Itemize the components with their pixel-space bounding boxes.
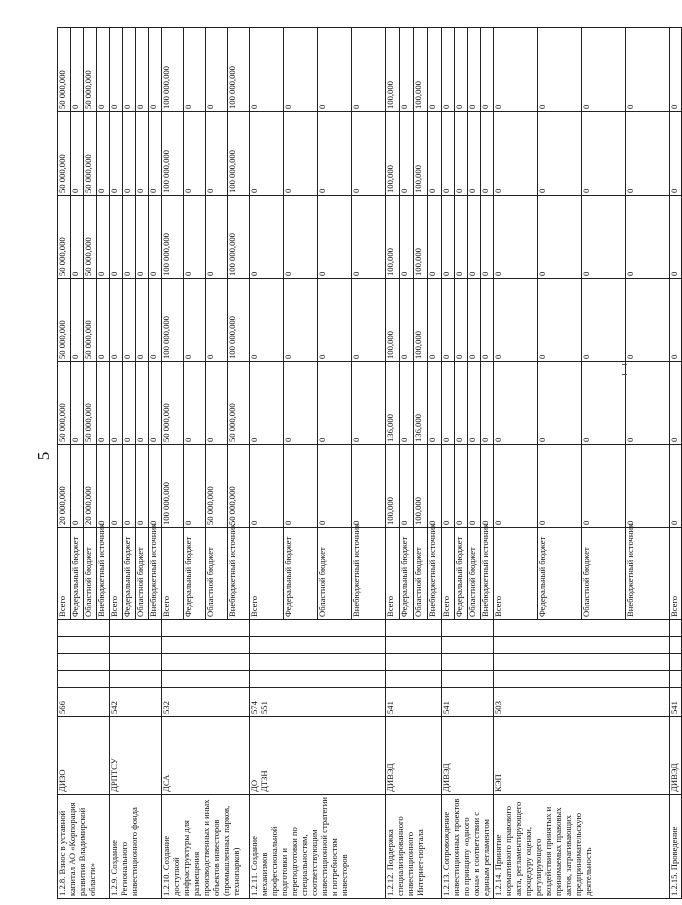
value-cell: 0 (481, 445, 494, 528)
empty-cell (386, 637, 442, 654)
value-cell: 0 (670, 112, 682, 196)
activity-name-cell: 1.2.8. Взнос в уставной капитал АО «Корпорация развития Владимирской области» (58, 795, 110, 899)
executor-cell: ДИВЭД (386, 717, 442, 795)
value-cell: 50 000,000 (206, 445, 228, 528)
value-cell: 136,000 (386, 362, 400, 445)
value-cell: 100,000 (386, 445, 400, 528)
value-cell: 0 (481, 112, 494, 196)
empty-cell (494, 620, 670, 637)
value-cell: 0 (149, 28, 162, 112)
value-cell: 0 (538, 445, 582, 528)
value-cell: 0 (318, 445, 352, 528)
value-cell: 100,000 (386, 28, 400, 112)
value-cell: 0 (455, 196, 468, 279)
activity-name-cell: 1.2.15. Проведение (670, 795, 682, 899)
value-cell: 0 (110, 445, 123, 528)
value-cell: 0 (538, 112, 582, 196)
value-cell: 0 (352, 112, 386, 196)
value-cell: 0 (318, 196, 352, 279)
value-cell: 0 (352, 279, 386, 362)
value-cell: 0 (468, 279, 481, 362)
value-cell: 0 (400, 362, 414, 445)
value-cell: 0 (136, 445, 149, 528)
empty-cell (442, 654, 494, 671)
value-cell: 0 (494, 196, 538, 279)
source-cell: Внебюджетный источник (149, 528, 162, 620)
empty-cell (162, 671, 250, 688)
empty-cell (162, 654, 250, 671)
value-cell: 0 (670, 28, 682, 112)
value-cell: 0 (250, 279, 284, 362)
empty-cell (250, 654, 386, 671)
source-cell: Внебюджетный источник (228, 528, 250, 620)
source-cell: Всего (58, 528, 71, 620)
value-cell: 50 000,000 (228, 362, 250, 445)
value-cell: 50 000,000 (58, 196, 71, 279)
value-cell: 100,000 (414, 279, 428, 362)
value-cell: 0 (318, 362, 352, 445)
table-body (58, 28, 682, 899)
source-cell: Областной бюджет (414, 528, 428, 620)
value-cell: 0 (582, 362, 626, 445)
activity-name-cell: 1.2.12. Поддержка специализированного инвестиционного Интернет-портала (386, 795, 442, 899)
empty-cell (494, 637, 670, 654)
value-cell: 0 (123, 196, 136, 279)
value-cell: 0 (582, 28, 626, 112)
source-cell: Всего (110, 528, 123, 620)
empty-cell (250, 620, 386, 637)
value-cell: 0 (626, 445, 670, 528)
value-cell: 50 000,000 (58, 112, 71, 196)
table-row (250, 28, 284, 899)
value-cell: 0 (318, 279, 352, 362)
value-cell: 50 000,000 (58, 279, 71, 362)
activity-name-cell: 1.2.11. Создание механизмов профессиональной подготовки и переподготовки по специальностям, соответствующим инвестиционной стратегии и потребностям инвесторов (250, 795, 386, 899)
value-cell: 0 (71, 279, 84, 362)
value-cell: 0 (670, 196, 682, 279)
value-cell: 50 000,000 (84, 279, 97, 362)
value-cell: 0 (352, 362, 386, 445)
value-cell: 100 000,000 (228, 196, 250, 279)
value-cell: 0 (494, 445, 538, 528)
value-cell: 0 (97, 362, 110, 445)
value-cell: 100,000 (414, 28, 428, 112)
value-cell: 0 (97, 279, 110, 362)
empty-cell (442, 637, 494, 654)
value-cell: 0 (206, 196, 228, 279)
empty-cell (670, 620, 682, 637)
value-cell: 0 (318, 28, 352, 112)
value-cell: 0 (428, 362, 442, 445)
empty-cell (110, 620, 162, 637)
value-cell: 0 (284, 28, 318, 112)
value-cell: 0 (442, 28, 455, 112)
value-cell: 0 (400, 112, 414, 196)
value-cell: 0 (582, 196, 626, 279)
table-row (58, 28, 71, 899)
value-cell: 100 000,000 (162, 445, 184, 528)
value-cell: 0 (136, 362, 149, 445)
source-cell: Областной бюджет (136, 528, 149, 620)
value-cell: 0 (110, 196, 123, 279)
code-cell: 532 (162, 688, 250, 717)
source-cell: Всего (250, 528, 284, 620)
empty-cell (58, 654, 110, 671)
scan-mark (622, 364, 627, 365)
value-cell: 0 (538, 196, 582, 279)
value-cell: 0 (400, 445, 414, 528)
value-cell: 0 (626, 279, 670, 362)
value-cell: 100 000,000 (228, 112, 250, 196)
value-cell: 100 000,000 (162, 279, 184, 362)
value-cell: 0 (428, 445, 442, 528)
code-cell: 541 (670, 688, 682, 717)
value-cell: 0 (250, 196, 284, 279)
value-cell: 0 (71, 196, 84, 279)
value-cell: 0 (284, 445, 318, 528)
value-cell: 0 (318, 112, 352, 196)
value-cell: 0 (468, 362, 481, 445)
source-cell: Областной бюджет (206, 528, 228, 620)
source-cell: Областной бюджет (318, 528, 352, 620)
value-cell: 0 (123, 112, 136, 196)
empty-cell (670, 654, 682, 671)
value-cell: 0 (71, 445, 84, 528)
value-cell: 100 000,000 (228, 279, 250, 362)
source-cell: Внебюджетный источник (97, 528, 110, 620)
value-cell: 0 (670, 445, 682, 528)
value-cell: 0 (123, 445, 136, 528)
value-cell: 0 (184, 112, 206, 196)
value-cell: 0 (250, 28, 284, 112)
table-row (386, 28, 400, 899)
value-cell: 0 (494, 362, 538, 445)
source-cell: Областной бюджет (468, 528, 481, 620)
empty-cell (494, 671, 670, 688)
value-cell: 0 (110, 279, 123, 362)
empty-cell (58, 671, 110, 688)
value-cell: 50 000,000 (84, 362, 97, 445)
value-cell: 0 (352, 28, 386, 112)
value-cell: 0 (123, 362, 136, 445)
table-frame (57, 28, 679, 899)
value-cell: 0 (481, 28, 494, 112)
value-cell: 0 (468, 445, 481, 528)
value-cell: 0 (123, 279, 136, 362)
empty-cell (670, 671, 682, 688)
value-cell: 50 000,000 (58, 28, 71, 112)
value-cell: 0 (428, 112, 442, 196)
value-cell: 0 (184, 28, 206, 112)
table-row (162, 28, 184, 899)
value-cell: 100 000,000 (162, 196, 184, 279)
value-cell: 0 (71, 28, 84, 112)
value-cell: 0 (455, 445, 468, 528)
table-row (670, 28, 682, 899)
page-number: 5 (34, 451, 53, 461)
activity-name-cell: 1.2.9. Создание Регионального инвестиционного фонда (110, 795, 162, 899)
value-cell: 0 (97, 445, 110, 528)
empty-cell (386, 671, 442, 688)
value-cell: 50 000,000 (162, 362, 184, 445)
value-cell: 0 (582, 445, 626, 528)
source-cell: Всего (162, 528, 184, 620)
executor-cell: ДИЗО (58, 717, 110, 795)
source-cell: Всего (442, 528, 455, 620)
source-cell: Всего (386, 528, 400, 620)
executor-cell: КЭП (494, 717, 670, 795)
value-cell: 0 (468, 112, 481, 196)
executor-cell: ДРПТСУ (110, 717, 162, 795)
value-cell: 0 (184, 445, 206, 528)
value-cell: 0 (250, 112, 284, 196)
value-cell: 0 (582, 112, 626, 196)
value-cell: 0 (468, 28, 481, 112)
value-cell: 0 (250, 362, 284, 445)
empty-cell (110, 654, 162, 671)
empty-cell (162, 620, 250, 637)
activity-name-cell: 1.2.13. Сопровождение инвестиционных проектов по принципу «одного окна» в соответствии с единым регламентом (442, 795, 494, 899)
value-cell: 0 (184, 279, 206, 362)
value-cell: 50 000,000 (228, 445, 250, 528)
value-cell: 136,000 (414, 362, 428, 445)
value-cell: 0 (136, 196, 149, 279)
value-cell: 0 (149, 112, 162, 196)
source-cell: Федеральный бюджет (455, 528, 468, 620)
source-cell: Всего (494, 528, 538, 620)
empty-cell (386, 654, 442, 671)
value-cell: 20 000,000 (84, 445, 97, 528)
value-cell: 0 (71, 362, 84, 445)
value-cell: 0 (428, 196, 442, 279)
source-cell: Федеральный бюджет (71, 528, 84, 620)
value-cell: 100 000,000 (162, 112, 184, 196)
value-cell: 0 (400, 279, 414, 362)
value-cell: 50 000,000 (84, 112, 97, 196)
executor-cell: ДИВЭД (442, 717, 494, 795)
value-cell: 0 (538, 362, 582, 445)
value-cell: 0 (206, 279, 228, 362)
source-cell: Федеральный бюджет (123, 528, 136, 620)
code-cell: 574 551 (250, 688, 386, 717)
value-cell: 0 (149, 279, 162, 362)
value-cell: 0 (442, 196, 455, 279)
value-cell: 0 (352, 196, 386, 279)
value-cell: 0 (626, 28, 670, 112)
code-cell: 542 (110, 688, 162, 717)
value-cell: 0 (428, 279, 442, 362)
value-cell: 0 (123, 28, 136, 112)
value-cell: 0 (184, 362, 206, 445)
value-cell: 0 (149, 196, 162, 279)
value-cell: 0 (442, 362, 455, 445)
value-cell: 50 000,000 (84, 28, 97, 112)
code-cell: 541 (442, 688, 494, 717)
value-cell: 100,000 (414, 196, 428, 279)
value-cell: 100,000 (386, 196, 400, 279)
empty-cell (58, 620, 110, 637)
table-row (442, 28, 455, 899)
value-cell: 0 (455, 112, 468, 196)
empty-cell (58, 637, 110, 654)
value-cell: 0 (284, 196, 318, 279)
value-cell: 0 (71, 112, 84, 196)
value-cell: 0 (97, 112, 110, 196)
value-cell: 100,000 (414, 112, 428, 196)
empty-cell (110, 637, 162, 654)
value-cell: 100 000,000 (228, 28, 250, 112)
value-cell: 0 (468, 196, 481, 279)
value-cell: 0 (136, 28, 149, 112)
table-row (110, 28, 123, 899)
code-cell: 566 (58, 688, 110, 717)
source-cell: Федеральный бюджет (400, 528, 414, 620)
value-cell: 50 000,000 (84, 196, 97, 279)
source-cell: Федеральный бюджет (184, 528, 206, 620)
value-cell: 0 (110, 112, 123, 196)
value-cell: 0 (455, 362, 468, 445)
value-cell: 0 (494, 279, 538, 362)
value-cell: 0 (110, 362, 123, 445)
empty-cell (250, 637, 386, 654)
value-cell: 0 (442, 445, 455, 528)
value-cell: 0 (582, 279, 626, 362)
value-cell: 0 (149, 445, 162, 528)
value-cell: 0 (481, 196, 494, 279)
source-cell: Внебюджетный источник (428, 528, 442, 620)
value-cell: 0 (481, 279, 494, 362)
empty-cell (386, 620, 442, 637)
value-cell: 0 (184, 196, 206, 279)
value-cell: 0 (481, 362, 494, 445)
scan-mark (622, 374, 627, 375)
value-cell: 0 (284, 112, 318, 196)
value-cell: 0 (206, 28, 228, 112)
value-cell: 20 000,000 (58, 445, 71, 528)
value-cell: 0 (206, 362, 228, 445)
empty-cell (110, 671, 162, 688)
value-cell: 0 (352, 445, 386, 528)
source-cell: Федеральный бюджет (538, 528, 582, 620)
value-cell: 100 000,000 (162, 28, 184, 112)
empty-cell (494, 654, 670, 671)
value-cell: 0 (626, 196, 670, 279)
value-cell: 0 (494, 28, 538, 112)
empty-cell (670, 637, 682, 654)
value-cell: 0 (149, 362, 162, 445)
source-cell: Федеральный бюджет (284, 528, 318, 620)
source-cell: Внебюджетный источник (352, 528, 386, 620)
value-cell: 0 (626, 362, 670, 445)
value-cell: 0 (670, 279, 682, 362)
value-cell: 50 000,000 (58, 362, 71, 445)
empty-cell (250, 671, 386, 688)
value-cell: 0 (250, 445, 284, 528)
value-cell: 0 (97, 196, 110, 279)
value-cell: 100,000 (414, 445, 428, 528)
value-cell: 0 (400, 28, 414, 112)
value-cell: 0 (206, 112, 228, 196)
budget-table (57, 27, 682, 899)
executor-cell: ДСА (162, 717, 250, 795)
value-cell: 0 (455, 279, 468, 362)
value-cell: 0 (428, 28, 442, 112)
value-cell: 0 (97, 28, 110, 112)
value-cell: 0 (538, 28, 582, 112)
value-cell: 100,000 (386, 112, 400, 196)
source-cell: Областной бюджет (84, 528, 97, 620)
value-cell: 0 (670, 362, 682, 445)
value-cell: 0 (400, 196, 414, 279)
executor-cell: ДИВЭД (670, 717, 682, 795)
activity-name-cell: 1.2.10. Создание доступной инфраструктуры для размещения производственных и иных объектов инвесторов (промышленных парков, технопарков) (162, 795, 250, 899)
value-cell: 0 (136, 279, 149, 362)
source-cell: Внебюджетный источник (626, 528, 670, 620)
value-cell: 0 (455, 28, 468, 112)
activity-name-cell: 1.2.14. Принятие нормативного правового акта, регламентирующего процедуру оценки, регулирующего воздействия принятых и принимаемых правовых актов, затрагивающих предпринимательскую деятельность (494, 795, 670, 899)
value-cell: 0 (442, 279, 455, 362)
executor-cell: ДО ДТЗН (250, 717, 386, 795)
value-cell: 0 (110, 28, 123, 112)
empty-cell (442, 671, 494, 688)
table-row (494, 28, 538, 899)
value-cell: 0 (494, 112, 538, 196)
value-cell: 0 (284, 279, 318, 362)
value-cell: 100,000 (386, 279, 400, 362)
value-cell: 0 (626, 112, 670, 196)
empty-cell (162, 637, 250, 654)
value-cell: 0 (284, 362, 318, 445)
value-cell: 0 (538, 279, 582, 362)
source-cell: Всего (670, 528, 682, 620)
empty-cell (442, 620, 494, 637)
code-cell: 541 (386, 688, 442, 717)
value-cell: 0 (442, 112, 455, 196)
source-cell: Внебюджетный источник (481, 528, 494, 620)
value-cell: 0 (136, 112, 149, 196)
source-cell: Областной бюджет (582, 528, 626, 620)
code-cell: 503 (494, 688, 670, 717)
